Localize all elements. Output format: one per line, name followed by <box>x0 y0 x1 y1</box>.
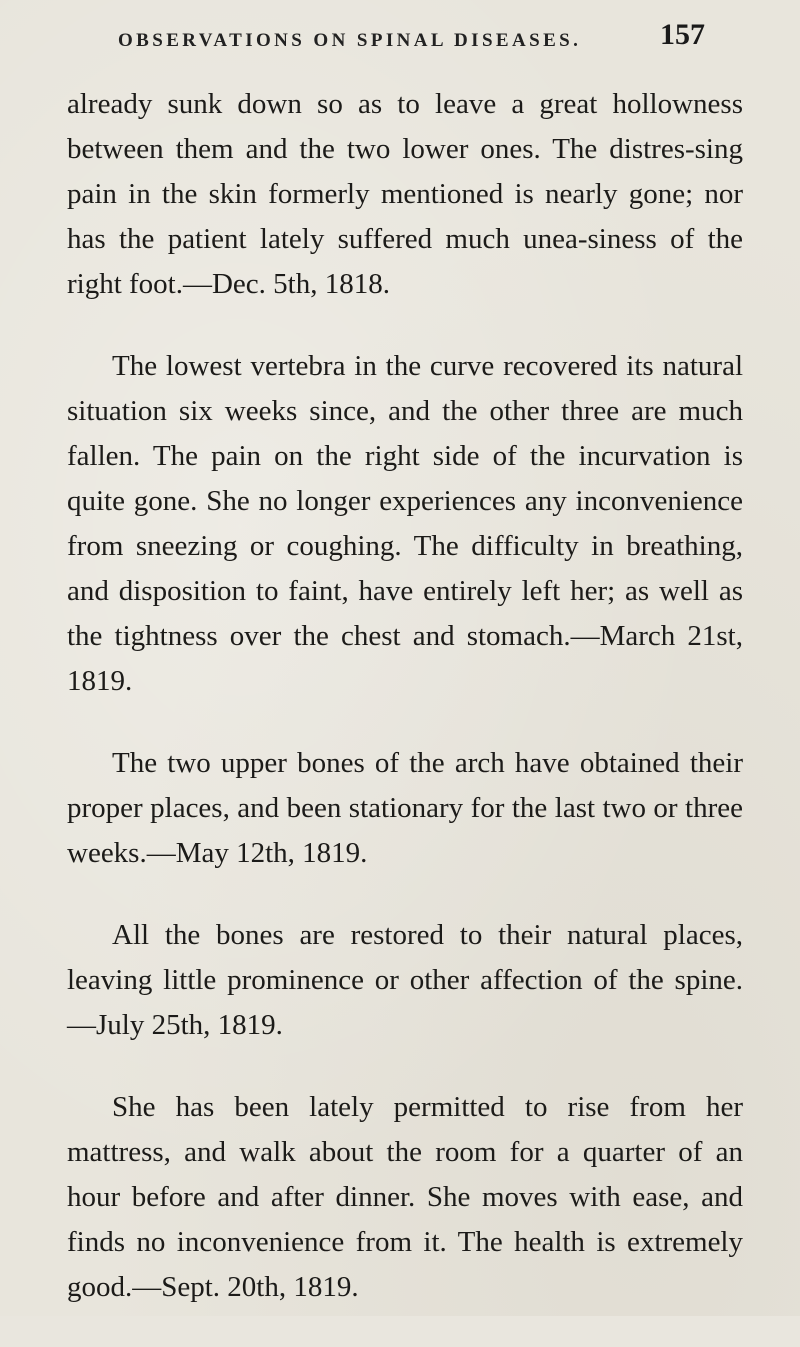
paragraph-continued: already sunk down so as to leave a great hollowness between them and the two lower ones. The distres-sing pain in the skin formerly mentioned is nearly gone; nor has the patient lately suffered much unea-siness of the right foot.—Dec. 5th, 1818. <box>67 88 743 300</box>
page-number: 157 <box>660 18 705 51</box>
paragraph-september-entry: She has been lately permitted to rise from her mattress, and walk about the room for a quarter of an hour before and after dinner. She moves with ease, and finds no inconvenience from it. The health is extremely good.—Sept. 20th, 1819. <box>67 1091 743 1303</box>
paragraph-may-entry: The two upper bones of the arch have obtained their proper places, and been stationary for the last two or three weeks.—May 12th, 1819. <box>67 747 743 869</box>
paragraph-july-entry: All the bones are restored to their natural places, leaving little prominence or other affection of the spine.—July 25th, 1819. <box>67 919 743 1041</box>
running-title: OBSERVATIONS ON SPINAL DISEASES. <box>118 30 582 51</box>
paragraph-march-entry: The lowest vertebra in the curve recovered its natural situation six weeks since, and the other three are much fallen. The pain on the right side of the incurvation is quite gone. She no longer experiences any inconvenience from sneezing or coughing. The difficulty in breathing, and disposition to faint, have entirely left her; as well as the tightness over the chest and stomach.—March 21st, 1819. <box>67 350 743 697</box>
body-text <box>67 82 743 1347</box>
running-head <box>0 18 800 58</box>
